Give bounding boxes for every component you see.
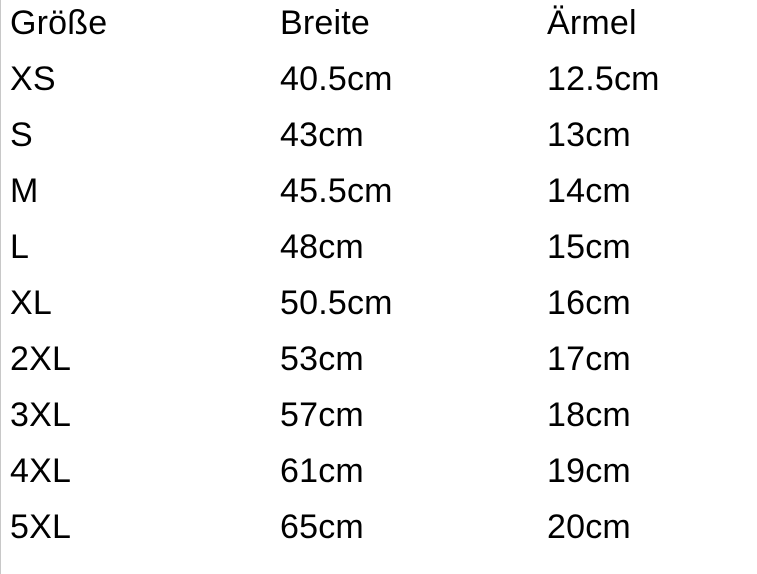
sleeve-cell: 16cm — [547, 284, 631, 322]
column-header-size: Größe — [10, 4, 108, 42]
size-cell: XS — [10, 60, 56, 98]
width-cell: 61cm — [280, 452, 364, 490]
size-cell: M — [10, 172, 39, 210]
size-cell: S — [10, 116, 33, 154]
table-header-row — [10, 0, 757, 51]
width-cell: 43cm — [280, 116, 364, 154]
width-cell: 53cm — [280, 340, 364, 378]
sleeve-cell: 14cm — [547, 172, 631, 210]
table-row — [10, 275, 757, 331]
size-cell: XL — [10, 284, 52, 322]
table-row — [10, 51, 757, 107]
table-row — [10, 331, 757, 387]
table-row — [10, 443, 757, 499]
table-row — [10, 219, 757, 275]
sleeve-cell: 12.5cm — [547, 60, 660, 98]
width-cell: 40.5cm — [280, 60, 393, 98]
table-row — [10, 107, 757, 163]
width-cell: 57cm — [280, 396, 364, 434]
sleeve-cell: 13cm — [547, 116, 631, 154]
size-cell: 4XL — [10, 452, 72, 490]
table-row — [10, 387, 757, 443]
sleeve-cell: 18cm — [547, 396, 631, 434]
size-cell: 2XL — [10, 340, 72, 378]
width-cell: 65cm — [280, 508, 364, 546]
column-header-width: Breite — [280, 4, 371, 42]
sleeve-cell: 19cm — [547, 452, 631, 490]
size-cell: 5XL — [10, 508, 72, 546]
size-table — [1, 0, 757, 555]
sleeve-cell: 15cm — [547, 228, 631, 266]
size-cell: 3XL — [10, 396, 72, 434]
column-header-sleeve: Ärmel — [547, 4, 637, 42]
width-cell: 50.5cm — [280, 284, 393, 322]
table-row — [10, 163, 757, 219]
sleeve-cell: 20cm — [547, 508, 631, 546]
width-cell: 48cm — [280, 228, 364, 266]
width-cell: 45.5cm — [280, 172, 393, 210]
table-row — [10, 499, 757, 555]
sleeve-cell: 17cm — [547, 340, 631, 378]
size-cell: L — [10, 228, 30, 266]
